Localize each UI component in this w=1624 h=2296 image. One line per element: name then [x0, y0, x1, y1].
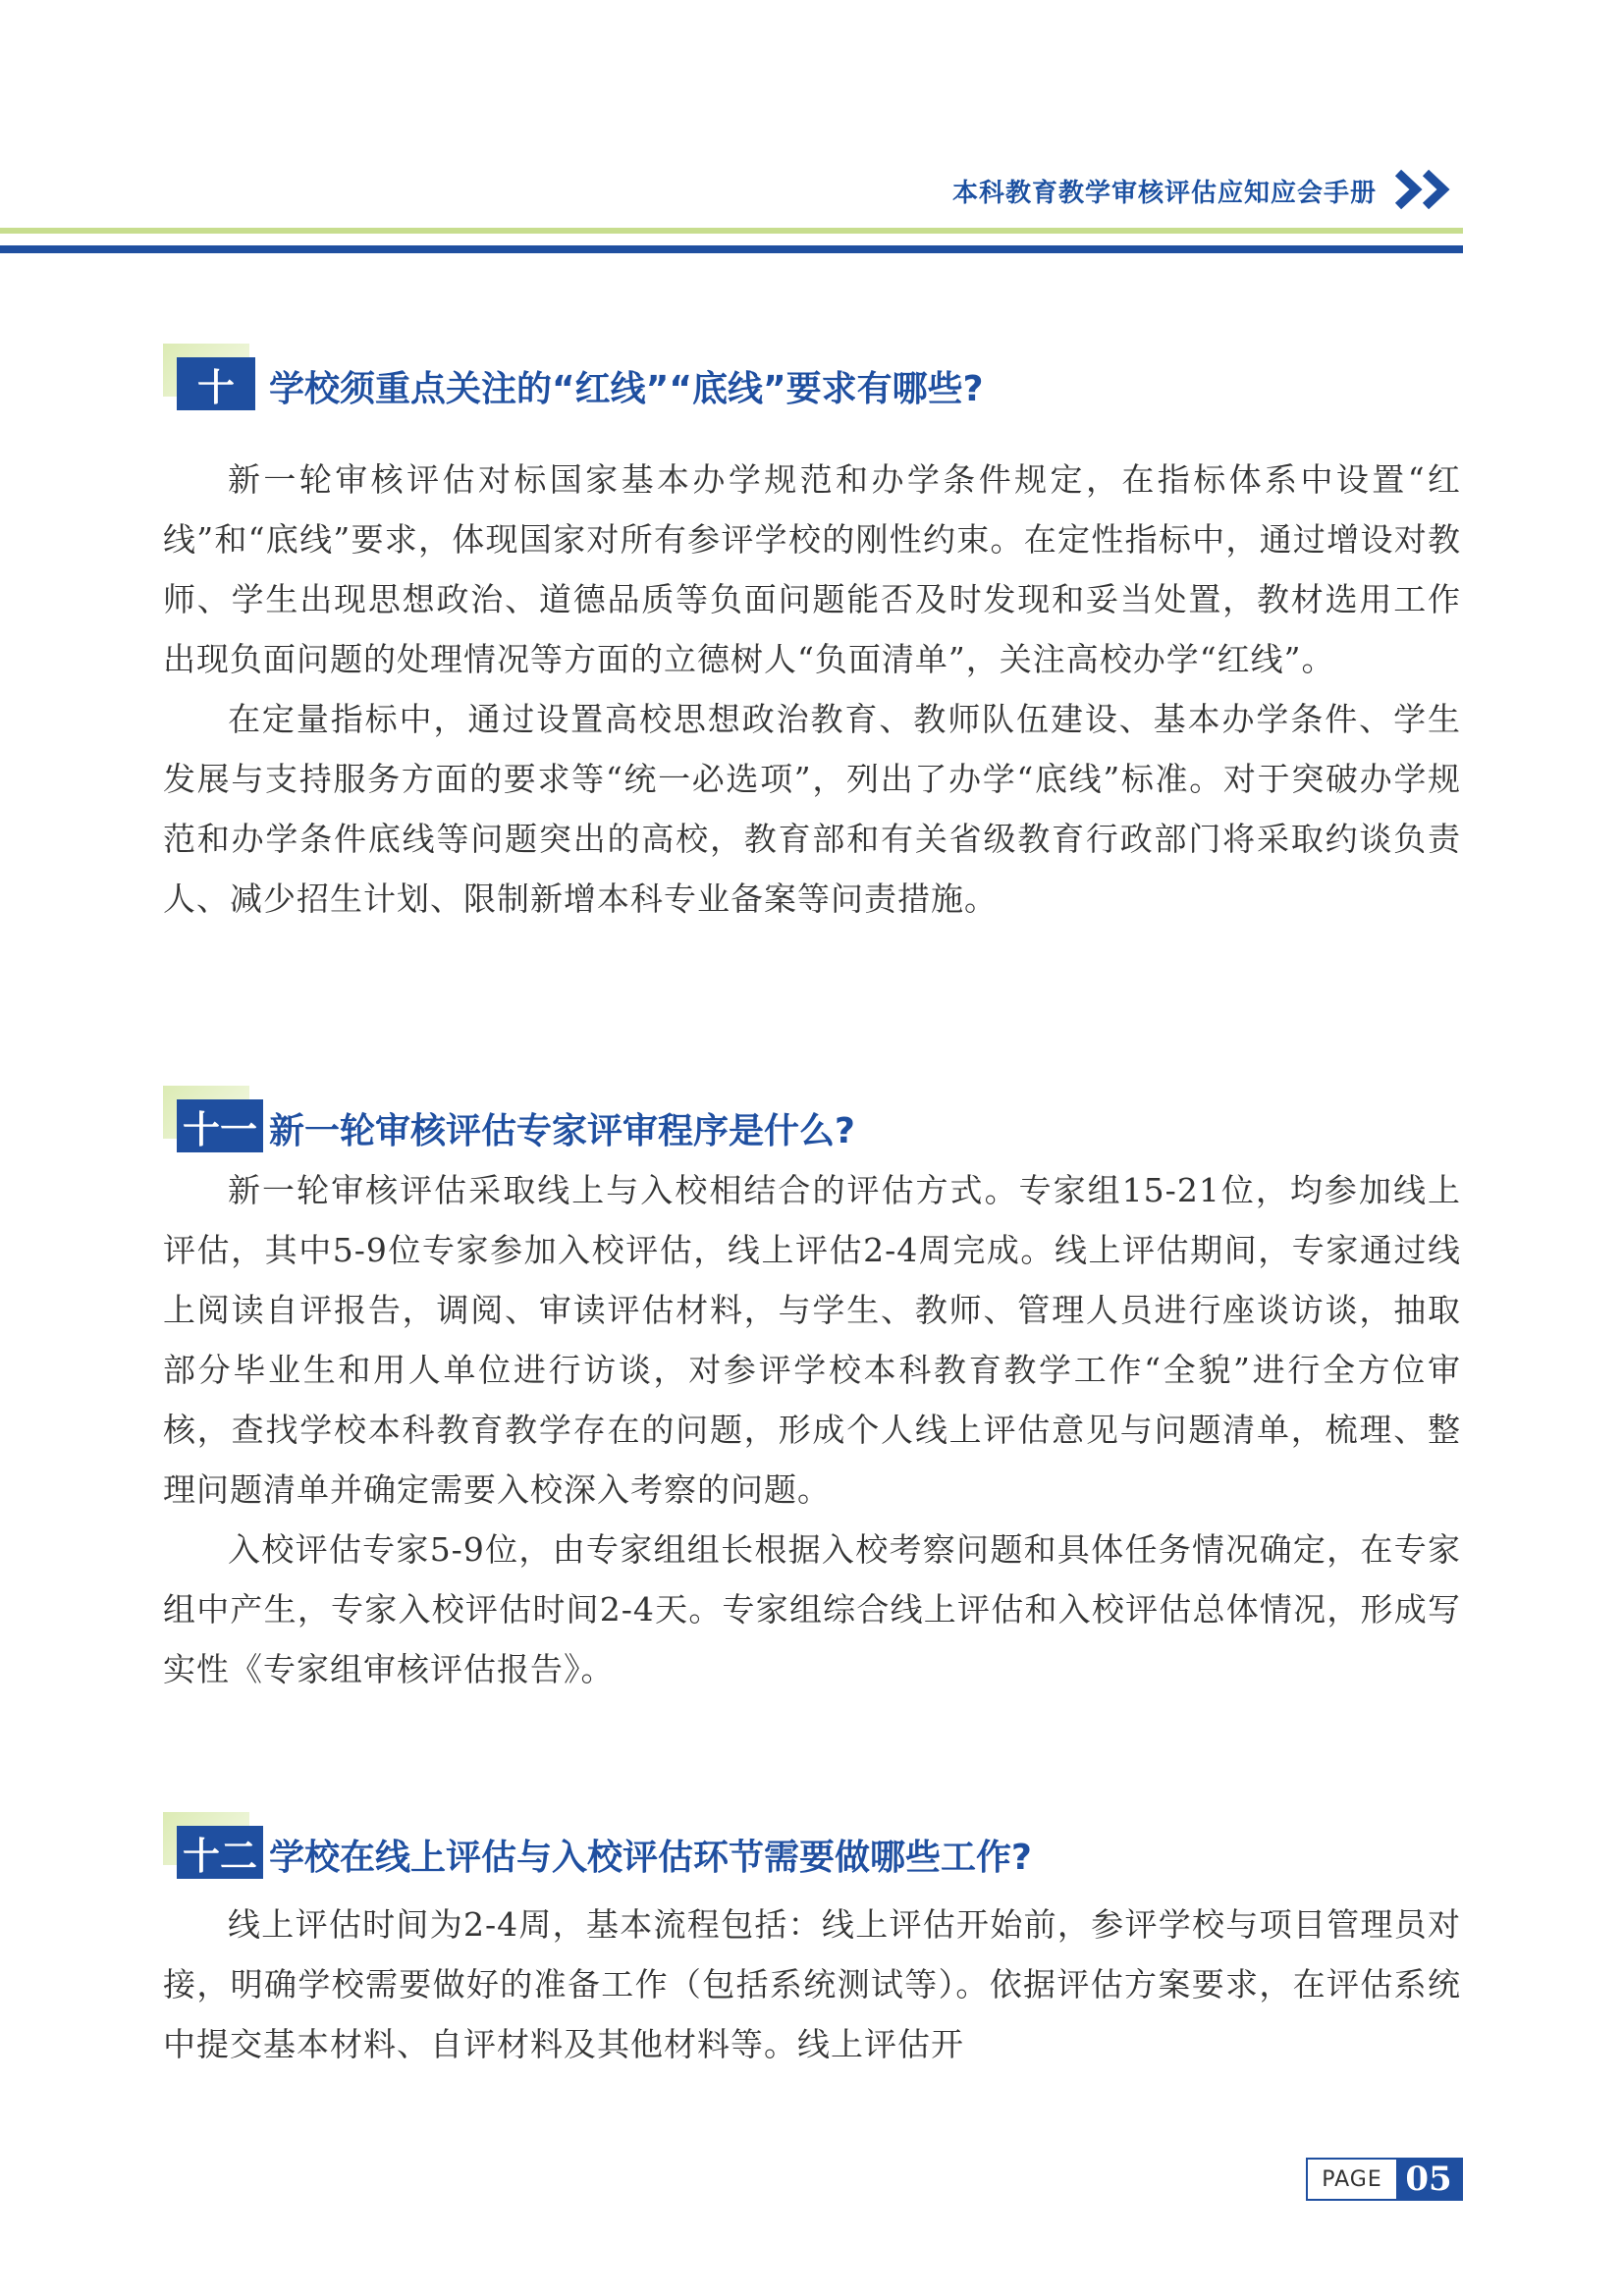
- section-title: 学校须重点关注的“红线”“底线”要求有哪些?: [269, 369, 984, 409]
- section-heading: [163, 1812, 1461, 1881]
- paragraph: 新一轮审核评估采取线上与入校相结合的评估方式。专家组15-21位，均参加线上评估，其中5-9位专家参加入校评估，线上评估2-4周完成。线上评估期间，专家通过线上阅读自评报告，调阅、审读评估材料，与学生、教师、管理人员进行座谈访谈，抽取部分毕业生和用人单位进行访谈，对参评学校本科教育教学工作“全貌”进行全方位审核，查找学校本科教育教学存在的问题，形成个人线上评估意见与问题清单，梳理、整理问题清单并确定需要入校深入考察的问题。: [163, 1171, 1461, 1509]
- section-title: 学校在线上评估与入校评估环节需要做哪些工作?: [269, 1838, 1032, 1878]
- section-number-badge: 十一: [177, 1099, 263, 1152]
- section-body: [163, 1895, 1461, 2074]
- section-number-badge: 十二: [177, 1826, 263, 1879]
- header-rule-blue: [0, 245, 1463, 253]
- section-12: [163, 1812, 1461, 2074]
- page-label: PAGE: [1322, 2166, 1382, 2192]
- header-title: 本科教育教学审核评估应知应会手册: [951, 179, 1377, 208]
- paragraph: 入校评估专家5-9位，由专家组组长根据入校考察问题和具体任务情况确定，在专家组中产生，专家入校评估时间2-4天。专家组综合线上评估和入校评估总体情况，形成写实性《专家组审核评估报告》。: [163, 1530, 1461, 1688]
- section-body: [163, 450, 1461, 929]
- paragraph: 新一轮审核评估对标国家基本办学规范和办学条件规定，在指标体系中设置“红线”和“底线”要求，体现国家对所有参评学校的刚性约束。在定性指标中，通过增设对教师、学生出现思想政治、道德品质等负面问题能否及时发现和妥当处置，教材选用工作出现负面问题的处理情况等方面的立德树人“负面清单”，关注高校办学“红线”。: [163, 460, 1461, 678]
- section-10: [163, 344, 1461, 929]
- page-number-box: [1306, 2158, 1463, 2201]
- section-number-badge: 十: [177, 357, 255, 410]
- paragraph: 在定量指标中，通过设置高校思想政治教育、教师队伍建设、基本办学条件、学生发展与支持服务方面的要求等“统一必选项”，列出了办学“底线”标准。对于突破办学规范和办学条件底线等问题突出的高校，教育部和有关省级教育行政部门将采取约谈负责人、减少招生计划、限制新增本科专业备案等问责措施。: [163, 700, 1461, 918]
- section-body: [163, 1160, 1461, 1699]
- section-heading: [163, 344, 1461, 412]
- section-title: 新一轮审核评估专家评审程序是什么?: [269, 1111, 855, 1151]
- header-rule-green: [0, 228, 1463, 234]
- section-heading: [163, 1086, 1461, 1154]
- double-chevron-right-icon: [1392, 165, 1461, 214]
- section-11: [163, 1086, 1461, 1699]
- paragraph: 线上评估时间为2-4周，基本流程包括：线上评估开始前，参评学校与项目管理员对接，明确学校需要做好的准备工作（包括系统测试等）。依据评估方案要求，在评估系统中提交基本材料、自评材料及其他材料等。线上评估开: [163, 1905, 1461, 2063]
- page-number: 05: [1396, 2160, 1461, 2199]
